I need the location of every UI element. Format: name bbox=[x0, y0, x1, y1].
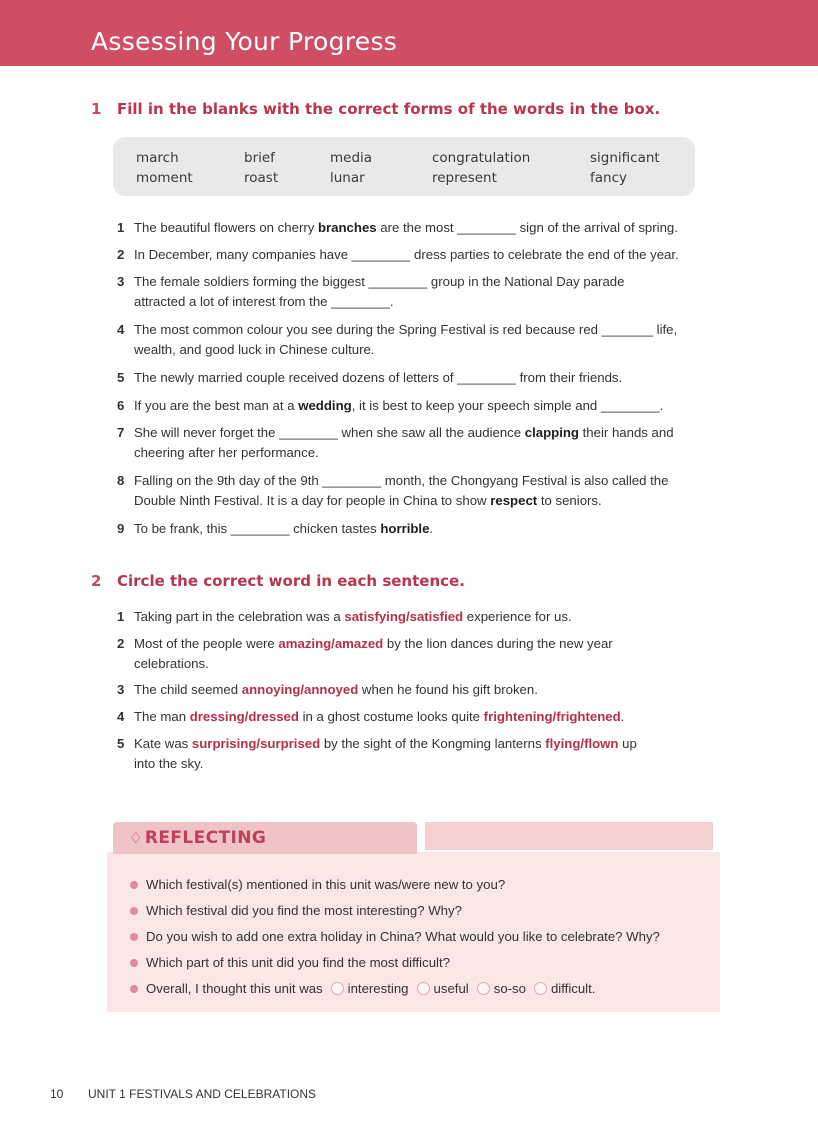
section-number: 2 bbox=[91, 572, 102, 590]
bullet-icon bbox=[130, 985, 138, 993]
reflecting-title-text: REFLECTING bbox=[144, 828, 267, 848]
word: represent bbox=[432, 170, 497, 186]
section-number: 1 bbox=[91, 100, 102, 118]
option-label: interesting bbox=[347, 981, 409, 996]
word: significant bbox=[590, 150, 660, 166]
bullet-icon bbox=[130, 907, 138, 915]
section-title: Fill in the blanks with the correct forms of the words in the box. bbox=[117, 100, 661, 118]
word: congratulation bbox=[432, 150, 531, 166]
option-circle-icon[interactable] bbox=[534, 982, 547, 995]
reflecting-item-text: Which festival did you find the most interesting? Why? bbox=[146, 903, 462, 918]
section-2-heading bbox=[91, 572, 465, 590]
reflecting-item-text: Which part of this unit did you find the most difficult? bbox=[146, 955, 450, 970]
option-label: useful bbox=[433, 981, 469, 996]
question-item: 1 The beautiful flowers on cherry branches are the most ________ sign of the arrival of spring. bbox=[117, 220, 678, 235]
reflecting-item bbox=[130, 955, 450, 970]
question-item: 3 The female soldiers forming the biggest ________ group in the National Day parade attracted a lot of interest from the ________. bbox=[117, 274, 625, 309]
question-item: 7 She will never forget the ________ when she saw all the audience clapping their hands and cheering after her performance. bbox=[117, 425, 674, 460]
reflecting-title bbox=[129, 828, 266, 848]
word: media bbox=[330, 150, 373, 166]
word: brief bbox=[244, 150, 275, 166]
reflecting-item bbox=[130, 877, 505, 892]
option-circle-icon[interactable] bbox=[417, 982, 430, 995]
section-1-heading bbox=[91, 100, 660, 118]
question-item: 3 The child seemed annoying/annoyed when he found his gift broken. bbox=[117, 682, 538, 697]
question-item: 8 Falling on the 9th day of the 9th ________ month, the Chongyang Festival is also called the Double Ninth Festival. It is a day for people in China to show respect to seniors. bbox=[117, 473, 669, 508]
question-item: 9 To be frank, this ________ chicken tastes horrible. bbox=[117, 521, 434, 536]
bullet-icon bbox=[130, 881, 138, 889]
question-item: 2 In December, many companies have ________ dress parties to celebrate the end of the year. bbox=[117, 247, 679, 262]
page-number: 10 bbox=[50, 1087, 64, 1101]
page-title: Assessing Your Progress bbox=[91, 27, 398, 56]
word: lunar bbox=[330, 170, 365, 186]
option-circle-icon[interactable] bbox=[477, 982, 490, 995]
reflecting-item-text: Do you wish to add one extra holiday in China? What would you like to celebrate? Why? bbox=[146, 929, 660, 944]
question-item: 5 The newly married couple received dozens of letters of ________ from their friends. bbox=[117, 370, 623, 385]
word: fancy bbox=[590, 170, 627, 186]
bullet-icon bbox=[130, 959, 138, 967]
reflecting-item-text: Which festival(s) mentioned in this unit was/were new to you? bbox=[146, 877, 506, 892]
option-label: so-so bbox=[493, 981, 526, 996]
option-circle-icon[interactable] bbox=[331, 982, 344, 995]
question-item: 4 The most common colour you see during the Spring Festival is red because red _______ life, wealth, and good luck in Chinese culture. bbox=[117, 322, 678, 357]
word: roast bbox=[244, 170, 279, 186]
reflecting-tab-right bbox=[425, 822, 713, 850]
question-item: 5 Kate was surprising/surprised by the sight of the Kongming lanterns flying/flown up into the sky. bbox=[117, 736, 637, 771]
word: moment bbox=[136, 170, 193, 186]
reflecting-item-text: Overall, I thought this unit was bbox=[146, 981, 323, 996]
bullet-icon bbox=[130, 933, 138, 941]
lightbulb-icon: ♢ bbox=[129, 829, 143, 847]
word-box bbox=[113, 137, 695, 196]
unit-title: UNIT 1 FESTIVALS AND CELEBRATIONS bbox=[88, 1087, 317, 1101]
question-item: 6 If you are the best man at a wedding, it is best to keep your speech simple and ________. bbox=[117, 398, 664, 413]
question-item: 1 Taking part in the celebration was a satisfying/satisfied experience for us. bbox=[117, 609, 572, 624]
option-label: difficult. bbox=[550, 981, 596, 996]
section-title: Circle the correct word in each sentence. bbox=[117, 572, 465, 590]
reflecting-item bbox=[130, 903, 462, 918]
reflecting-item bbox=[130, 981, 595, 996]
question-item: 4 The man dressing/dressed in a ghost costume looks quite frightening/frightened. bbox=[117, 709, 625, 724]
page-footer bbox=[50, 1087, 316, 1101]
question-item: 2 Most of the people were amazing/amazed by the lion dances during the new year celebrations. bbox=[117, 636, 613, 671]
reflecting-item bbox=[130, 929, 660, 944]
word: march bbox=[136, 150, 179, 166]
